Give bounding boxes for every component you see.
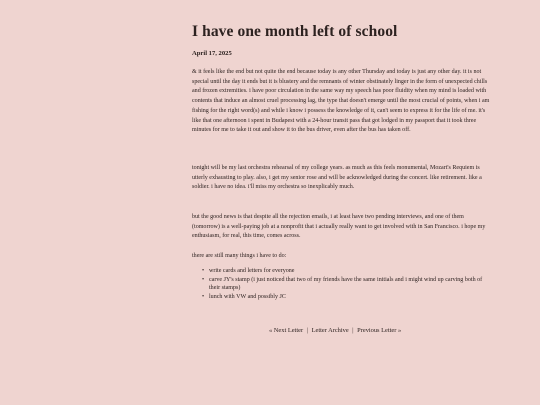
nav-separator: | [352,327,354,334]
paragraph-3: but the good news is that despite all the rejection emails, i at least have two pending interviews, and one of them (tomorrow) is a well-paying job at a nonprofit that i actually really want to get involved with in San Francisco. i hope my enthusiasm, for real, this time, comes across. [192,214,486,240]
todo-list [202,267,489,302]
list-item [202,276,489,293]
list-item-text: carve JY's stamp (i just noticed that two of my friends have the same initials and i might wind up carving both of their stamps) [209,276,483,292]
letter-navigation [269,327,401,334]
bullet-icon: • [202,276,205,283]
list-item [202,293,489,302]
list-item [202,267,489,276]
letter-archive-link[interactable]: Letter Archive [311,327,349,334]
list-item-text: lunch with VW and possibly JC [209,294,286,301]
page-title: I have one month left of school [192,23,398,40]
nav-separator: | [306,327,308,334]
letter-date: April 17, 2025 [192,50,232,57]
paragraph-2: tonight will be my last orchestra rehearsal of my college years. as much as this feels monumental, Mozart's Requiem is utterly exhausting to play. also, i get my senior rose and will be acknowledged during the concert. like retirement. like a soldier. i have no idea. i'll miss my orchestra so inexplicably much. [192,165,482,191]
bullet-icon: • [202,294,205,301]
paragraph-1: & it feels like the end but not quite the end because today is any other Thursday and today is just any other day. it is not special until the day it ends but it is blustery and the remnants of winter obstinately linger in the form of unexpected chills and frozen extremities. i have poor circulation in the same way my speech has poor fluidity when my mind is loaded with contents that induce an almost cruel processing lag, the type that doesn't emerge until the most crucial of points, when i am fishing for the right word(s) and while i know i possess the knowledge of it, can't seem to express it for the life of me. it's like that one afternoon i spent in Budapest with a 24-hour transit pass that got lodged in my passport that it took three minutes for me to take it out and show it to the bus driver, even after the bus has taken off. [192,69,490,134]
paragraph-4: there are still many things i have to do: [192,253,287,259]
bullet-icon: • [202,268,205,274]
next-letter-link[interactable]: « Next Letter [269,327,304,334]
previous-letter-link[interactable]: Previous Letter » [357,327,402,334]
list-item-text: write cards and letters for everyone [209,268,295,274]
